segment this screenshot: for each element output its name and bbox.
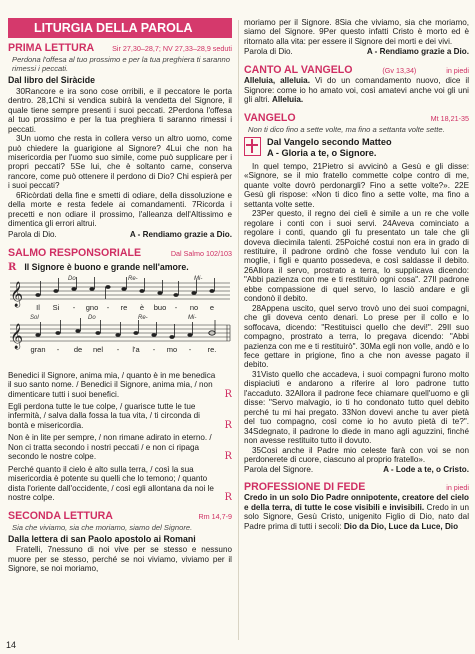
page-number: 14 (6, 640, 17, 650)
second-reading-paragraph: Fratelli, 7nessuno di noi vive per se stesso e nessuno muore per se stesso, perché se noi viviamo, viviamo per il Signore, se noi moriamo, (8, 545, 232, 574)
psalm-refrain-text: Il Signore è buono e grande nell'amore. (24, 261, 189, 272)
response-mark: R (224, 492, 232, 504)
gospel-intro: Non ti dico fino a sette volte, ma fino a settanta volte sette. (248, 124, 445, 134)
gospel-paragraph: 31Visto quello che accadeva, i suoi compagni furono molto dispiaciuti e andarono a riferire al loro padrone tutto l'accaduto. 32Allora il padrone fece chiamare quell'uomo e gli disse: "Servo malvagio, io ti ho condonato tutto quel debito perché tu mi hai pregato. 33Non dovevi anche tu aver pietà del tuo compagno, così come io ho avuto pietà di te?". 34Sdegnato, il padrone lo diede in mano agli aguzzini, finché non avesse restituito tutto il dovuto. (244, 369, 469, 446)
first-reading-title: PRIMA LETTURA (8, 42, 95, 54)
psalm-verse-text: Non è in lite per sempre, / non rimane adirato in eterno. / Non ci tratta secondo i nostri peccati / e non ci ripaga secondo le nostre colpe. (8, 433, 212, 462)
creed-body: Credo in un solo Signore, Gesù Cristo, unigenito Figlio di Dio, nato dal Padre prima di tutti i secoli: (244, 502, 469, 531)
left-column (8, 0, 232, 650)
music-staff-svg (8, 275, 232, 363)
syllable: gran (30, 344, 46, 354)
second-reading-title: SECONDA LETTURA (8, 509, 113, 522)
psalm-verse-text: Benedici il Signore, anima mia, / quanto è in me benedica il suo santo nome. / Benedici il Signore, anima mia, / non dimenticare tutti i suoi benefici. (8, 370, 216, 399)
gospel-glory: A - Gloria a te, o Signore. (267, 147, 377, 158)
gospel-closing (244, 465, 469, 475)
second-reading-header (8, 510, 232, 522)
syllable: - (72, 302, 76, 312)
syllable: e (209, 302, 215, 312)
lyrics-line-2 (30, 345, 216, 354)
first-reading-intro: Perdona l'offesa al tuo prossimo e per la tua preghiera ti saranno rimessi i peccati. (12, 55, 231, 74)
lyrics-line-1 (36, 303, 214, 312)
syllable: mo (166, 344, 178, 354)
psalm-verse-text: Perché quanto il cielo è alto sulla terra, / così la sua misericordia è potente su quelli che lo temono; / quanto dista l'oriente dall'occidente, / così egli allontana da noi le nostre colpe. (8, 464, 214, 503)
word-of-lord: Parola del Signore. (244, 465, 314, 475)
second-reading-closing (244, 47, 469, 57)
assembly-response: A - Rendiamo grazie a Dio. (129, 229, 232, 239)
word-of-god: Parola di Dio. (8, 229, 57, 239)
syllable: - (56, 344, 60, 354)
second-reading-heading: Dalla lettera di san Paolo apostolo ai Romani (8, 533, 196, 544)
psalm-title: SALMO RESPONSORIALE (8, 246, 142, 259)
creed-header (244, 481, 469, 493)
alleluia-end: Alleluia. (272, 95, 304, 105)
acclamation-title: CANTO AL VANGELO (244, 64, 353, 77)
acclamation-body: Vi do un comandamento nuovo, dice il Signore: come io ho amato voi, così amatevi anche voi gli uni gli altri. (244, 76, 469, 105)
gospel-ref: Mt 18,21-35 (430, 113, 469, 123)
syllable: Il (36, 302, 40, 312)
acclamation-header (244, 64, 469, 76)
syllable: - (116, 344, 120, 354)
chord: Sol (30, 314, 39, 321)
gospel-glory-line (267, 148, 392, 159)
second-reading-intro: Sia che viviamo, sia che moriamo, siamo del Signore. (12, 522, 193, 532)
word-of-god: Parola di Dio. (244, 47, 293, 57)
first-reading-paragraph: 6Ricòrdati della fine e smetti di odiare, della dissoluzione e della morte e resta fedele ai comandamenti. 7Ricorda i precetti e non odiare il prossimo, l'alleanza dell'Altissimo e dimentica gli errori altrui. (8, 190, 232, 229)
psalm-verse (8, 402, 232, 430)
acclamation-ref: (Gv 13,34) (382, 66, 417, 76)
psalm-verse (8, 465, 232, 503)
acclamation-text (244, 76, 469, 104)
creed-title: PROFESSIONE DI FEDE (244, 481, 366, 494)
second-reading-continuation: moriamo per il Signore. 8Sia che viviamo, sia che moriamo, siamo del Signore. 9Per questo infatti Cristo è morto ed è ritornato alla vita: per essere il Signore dei morti e dei vivi. (244, 18, 469, 46)
psalm-refrain (8, 262, 232, 273)
gospel-paragraph: 28Appena uscito, quel servo trovò uno dei suoi compagni, che gli doveva cento denari. Lo prese per il collo e lo soffocava, dicendo: "Restituisci quello che devi!". 29Il suo compagno, prostrato a terra, lo pregava dicendo: "Abbi pazienza con me e ti restituirò". 30Ma egli non volle, andò e lo fece gettare in prigione, fino a che non avesse pagato il debito. (244, 303, 469, 370)
gospel-header (244, 112, 469, 124)
acclamation-posture: in piedi (446, 66, 469, 76)
music-score (8, 275, 232, 368)
syllable: de (73, 344, 83, 354)
syllable: è (139, 302, 145, 312)
chord: Re- (128, 275, 138, 282)
syllable: - (106, 302, 110, 312)
gospel-paragraph: 35Così anche il Padre mio celeste farà con voi se non perdonerete di cuore, ciascuno al proprio fratello». (244, 445, 469, 464)
cross-icon (244, 137, 261, 156)
chord: Mi- (188, 314, 197, 321)
psalm-header (8, 247, 232, 259)
chord: Mi- (194, 275, 203, 282)
chord: Re- (138, 314, 148, 321)
gospel-from: Dal Vangelo secondo Matteo (267, 136, 392, 147)
chords-line-2 (30, 315, 196, 321)
alleluia-bold: Alleluia, alleluia. (244, 76, 310, 86)
treble-clef-icon: 𝄞 (10, 281, 24, 307)
response-mark: R (224, 419, 232, 431)
right-column (244, 0, 469, 650)
creed-bold: Credo in un solo Dio Padre onnipotente, creatore del cielo e della terra, di tutte le cose visibili e invisibili. (244, 493, 469, 512)
syllable: - (174, 302, 178, 312)
gospel-paragraph: 23Per questo, il regno dei cieli è simile a un re che volle regolare i conti con i suoi servi. 24Aveva cominciato a regolare i conti, quando gli fu presentato un tale che gli doveva diecimila talenti. 25Poiché costui non era in grado di restituire, il padrone ordinò che fosse venduto lui con la moglie, i figli e quanto possedeva, e così saldasse il debito. 26Allora il servo, prostrato a terra, lo supplicava dicendo: "Abbi pazienza con me e ti restituirò ogni cosa". 27Il padrone ebbe compassione di quel servo, lo lasciò andare e gli condonò il debito. (244, 209, 469, 304)
first-reading-ref: Sir 27,30–28,7; NV 27,33–28,9 seduti (112, 44, 232, 53)
psalm-verse (8, 433, 232, 461)
assembly-response: A - Rendiamo grazie a Dio. (366, 47, 469, 57)
syllable: no (189, 302, 199, 312)
syllable: - (188, 344, 192, 354)
treble-clef-icon: 𝄞 (10, 323, 24, 349)
response-mark: R (8, 261, 17, 273)
syllable: - (152, 344, 156, 354)
assembly-response: A - Lode a te, o Cristo. (383, 465, 469, 475)
gospel-title: VANGELO (244, 111, 296, 124)
psalm-verse-text: Egli perdona tutte le tue colpe, / guarisce tutte le tue infermità, / salva dalla fossa la tua vita, / ti circonda di bontà e misericordia. (8, 401, 200, 430)
first-reading-paragraph: 3Un uomo che resta in collera verso un altro uomo, come può chiedere la guarigione al Signore? 4Lui che non ha misericordia per l'uomo suo simile, come può supplicare per i propri peccati? 5Se lui, che è soltanto carne, conserva rancore, come può ottenere il perdono di Dio? Chi espierà per i suoi peccati? (8, 134, 232, 191)
creed-bold-end: Dio da Dio, Luce da Luce, Dio (343, 521, 459, 531)
syllable: re (120, 302, 128, 312)
first-reading-closing (8, 230, 232, 240)
response-mark: R (224, 388, 232, 400)
first-reading-header (8, 42, 232, 54)
chord: Do (68, 275, 76, 282)
syllable: gno (85, 302, 99, 312)
syllable: re. (207, 344, 217, 354)
chord: Do (88, 314, 96, 321)
column-divider (238, 20, 239, 640)
gospel-announcement-lines (267, 137, 392, 159)
gospel-paragraph: In quel tempo, 21Pietro si avvicinò a Gesù e gli disse: «Signore, se il mio fratello commette colpe contro di me, quante volte dovrò perdonargli? Fino a sette volte?». 22E Gesù gli rispose: «Non ti dico fino a sette volte, ma fino a settanta volte sette. (244, 161, 469, 209)
response-mark: R (224, 451, 232, 463)
first-reading-paragraph: 30Rancore e ira sono cose orribili, e il peccatore le porta dentro. 28,1Chi si vendica subirà la vendetta del Signore, il quale tiene sempre presenti i suoi peccati. 2Perdona l'offesa al tuo prossimo e per la tua preghiera ti saranno rimessi i peccati. (8, 86, 232, 134)
syllable: l'a (132, 344, 140, 354)
chords-line-1 (68, 276, 202, 282)
notes-line-2 (35, 329, 215, 339)
psalm-ref: Dal Salmo 102/103 (170, 248, 232, 258)
syllable: buo (153, 302, 167, 312)
creed-posture: in piedi (446, 483, 469, 493)
gospel-announcement (244, 137, 469, 159)
syllable: nel (92, 344, 104, 354)
creed-text (244, 493, 469, 531)
psalm-verse (8, 371, 232, 399)
second-reading-ref: Rm 14,7-9 (198, 511, 232, 521)
first-reading-heading: Dal libro del Siràcide (8, 75, 96, 86)
section-banner: LITURGIA DELLA PAROLA (8, 18, 232, 38)
syllable: Si (52, 302, 60, 312)
